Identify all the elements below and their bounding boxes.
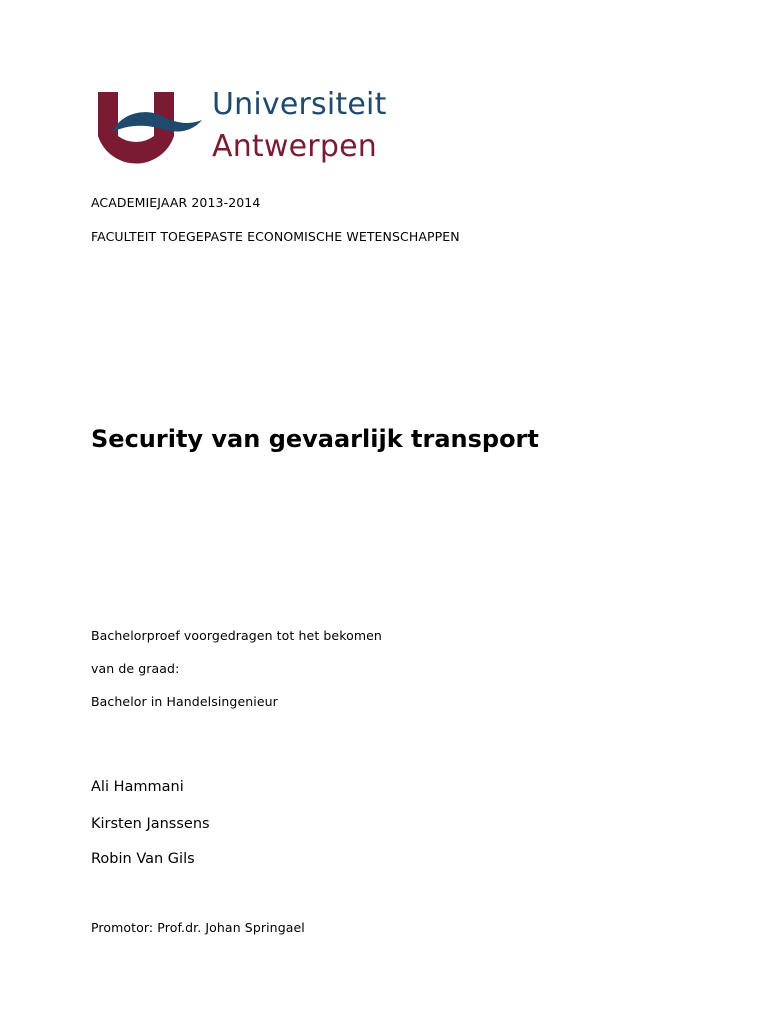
- degree-line-1: Bachelorproef voorgedragen tot het bekomen: [91, 628, 382, 643]
- author-3: Robin Van Gils: [91, 851, 195, 867]
- degree-line-3: Bachelor in Handelsingenieur: [91, 694, 278, 709]
- author-2: Kirsten Janssens: [91, 816, 210, 832]
- academic-year: ACADEMIEJAAR 2013-2014: [91, 195, 261, 210]
- author-1: Ali Hammani: [91, 779, 184, 795]
- university-u-emblem-icon: [94, 86, 204, 176]
- document-title: Security van gevaarlijk transport: [91, 425, 539, 453]
- promotor: Promotor: Prof.dr. Johan Springael: [91, 920, 305, 935]
- logo-text-antwerpen: Antwerpen: [212, 129, 377, 164]
- faculty-name: FACULTEIT TOEGEPASTE ECONOMISCHE WETENSCHAPPEN: [91, 229, 460, 244]
- logo-text-universiteit: Universiteit: [212, 87, 387, 122]
- degree-line-2: van de graad:: [91, 661, 180, 676]
- university-logo: [94, 86, 394, 176]
